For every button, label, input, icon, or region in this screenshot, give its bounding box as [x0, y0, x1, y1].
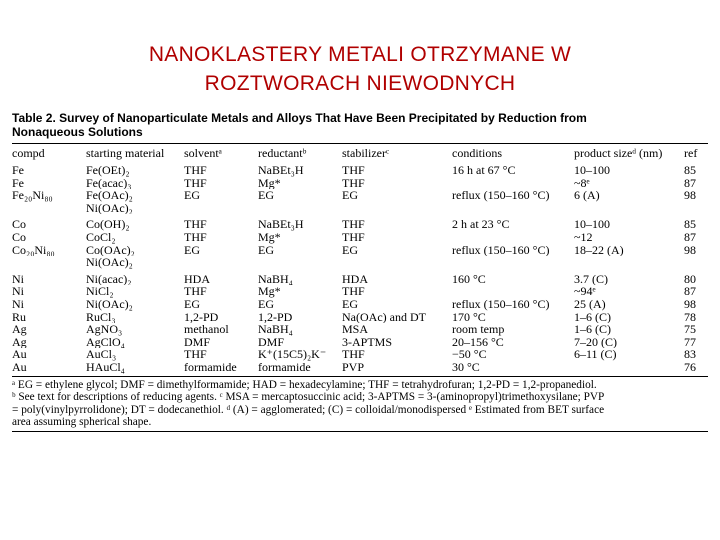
table-cell-reductant	[258, 256, 342, 269]
table-body	[12, 161, 708, 376]
table-cell-solvent: EG	[184, 189, 200, 202]
table-cell-stabilizer: THF	[342, 285, 365, 298]
table-header-row	[12, 144, 708, 161]
table-cell-ref: 78	[684, 310, 696, 324]
table-cell-reductant: NaBEt₃H	[258, 217, 304, 231]
table-cell-solvent	[184, 202, 258, 215]
table-cell-compd: Ni	[12, 271, 24, 286]
table-cell-solvent: EG	[184, 297, 200, 311]
table-cell-ref: 87	[684, 230, 696, 244]
table-cell-size: 25 (A)	[574, 297, 606, 311]
table-cell-start: CoCl₂	[86, 230, 116, 244]
table-cell-stabilizer: 3-APTMS	[342, 335, 393, 349]
table-cell-conditions	[452, 177, 574, 190]
table-row	[12, 256, 708, 269]
table-bottom-rule	[12, 431, 708, 432]
table-cell-size: 1–6 (C)	[574, 323, 611, 336]
table-cell-conditions	[452, 202, 574, 215]
table-caption-line-1: Table 2. Survey of Nanoparticulate Metals and Alloys That Have Been Precipitated by Reduction from	[12, 111, 587, 125]
slide-title-line-2: ROZTWORACH NIEWODNYCH	[204, 72, 516, 95]
table-cell-solvent: EG	[184, 243, 200, 257]
table-cell-ref: 77	[684, 335, 696, 349]
table-row	[12, 323, 708, 336]
table-cell-ref: 87	[684, 285, 696, 298]
table-cell-reductant: 1,2-PD	[258, 310, 293, 324]
table-cell-compd: Co₂₀Ni₈₀	[12, 243, 55, 257]
table-mid-rule	[12, 376, 708, 377]
table-cell-compd: Au	[12, 348, 27, 361]
table-row	[12, 298, 708, 311]
table-cell-start: Ni(acac)₂	[86, 271, 132, 286]
table-cell-ref: 98	[684, 243, 696, 257]
table-cell-conditions: reflux (150–160 °C)	[452, 297, 550, 311]
table-cell-reductant: formamide	[258, 360, 311, 374]
table-row	[12, 214, 708, 231]
table-cell-compd: Fe	[12, 163, 24, 177]
table-cell-solvent: formamide	[184, 360, 237, 374]
table-row	[12, 361, 708, 376]
column-header: product sizeᵈ (nm)	[574, 146, 663, 160]
table-cell-size: ~94ᵉ	[574, 285, 596, 298]
table-cell-conditions: room temp	[452, 323, 505, 336]
table-cell-reductant: EG	[258, 297, 274, 311]
table-cell-size: 1–6 (C)	[574, 310, 611, 324]
table-cell-stabilizer: THF	[342, 230, 365, 244]
footnote-c: = poly(vinylpyrrolidone); DT = dodecanethiol. ᵈ (A) = agglomerated; (C) = colloidal/monodispersed ᵉ Estimated from BET surface	[12, 403, 605, 416]
table-cell-reductant: NaBH₄	[258, 323, 293, 336]
footnote-a: ᵃ EG = ethylene glycol; DMF = dimethylformamide; HAD = hexadecylamine; THF = tetrahydrofuran; 1,2-PD = 1,2-propanediol.	[12, 378, 597, 391]
table-cell-stabilizer: THF	[342, 217, 365, 231]
table-cell-compd: Au	[12, 360, 27, 374]
table-cell-reductant: EG	[258, 189, 274, 202]
table-cell-compd: Ni	[12, 285, 24, 298]
table-cell-solvent: THF	[184, 230, 207, 244]
survey-table-block	[12, 111, 708, 432]
table-row	[12, 202, 708, 215]
column-header: conditions	[452, 146, 502, 160]
table-cell-ref: 83	[684, 348, 696, 361]
table-cell-stabilizer	[342, 256, 452, 269]
table-cell-conditions	[452, 285, 574, 298]
table-row	[12, 189, 708, 202]
table-cell-stabilizer: HDA	[342, 271, 368, 286]
table-cell-compd: Fe	[12, 176, 24, 190]
table-cell-conditions: 170 °C	[452, 310, 486, 324]
table-cell-compd: Fe₂₀Ni₈₀	[12, 189, 53, 202]
table-cell-start: Fe(OEt)₂	[86, 163, 130, 177]
table-cell-reductant: Mg*	[258, 285, 281, 298]
table-cell-stabilizer: THF	[342, 176, 365, 190]
table-cell-solvent	[184, 256, 258, 269]
table-cell-solvent: THF	[184, 176, 207, 190]
table-cell-solvent: THF	[184, 217, 207, 231]
table-cell-conditions: 20–156 °C	[452, 335, 504, 349]
table-cell-start: Co(OAc)₂	[86, 243, 135, 257]
table-cell-conditions: reflux (150–160 °C)	[452, 243, 550, 257]
table-cell-stabilizer: THF	[342, 348, 365, 361]
table-cell-conditions: reflux (150–160 °C)	[452, 189, 550, 202]
table-cell-stabilizer: EG	[342, 243, 358, 257]
table-cell-reductant: DMF	[258, 335, 285, 349]
table-cell-solvent: 1,2-PD	[184, 310, 219, 324]
table-row	[12, 285, 708, 298]
table-cell-ref: 98	[684, 189, 696, 202]
table-cell-reductant: NaBEt₃H	[258, 163, 304, 177]
table-cell-start: HAuCl₄	[86, 360, 125, 374]
table-row	[12, 231, 708, 244]
table-cell-stabilizer: EG	[342, 189, 358, 202]
slide-title-line-1: NANOKLASTERY METALI OTRZYMANE W	[148, 43, 572, 66]
table-cell-start: AuCl₃	[86, 348, 117, 361]
table-cell-reductant: NaBH₄	[258, 271, 293, 286]
table-cell-start: AgNO₃	[86, 323, 123, 336]
table-footnotes	[12, 379, 708, 431]
table-cell-stabilizer	[342, 202, 452, 215]
table-cell-start: Fe(acac)₃	[86, 176, 132, 190]
table-caption	[12, 111, 708, 139]
table-cell-solvent: HDA	[184, 271, 210, 286]
table-cell-start: Ni(OAc)₂	[86, 297, 133, 311]
table-cell-ref: 85	[684, 163, 696, 177]
table-cell-size: ~8ᵉ	[574, 176, 590, 190]
table-cell-start: AgClO₄	[86, 335, 125, 349]
table-cell-ref: 98	[684, 297, 696, 311]
column-header: stabilizerᶜ	[342, 146, 390, 160]
table-cell-compd	[12, 256, 86, 269]
table-cell-stabilizer: PVP	[342, 360, 365, 374]
table-cell-solvent: THF	[184, 348, 207, 361]
table-cell-compd: Ag	[12, 323, 27, 336]
table-cell-solvent: THF	[184, 285, 207, 298]
table-cell-conditions: 2 h at 23 °C	[452, 217, 510, 231]
table-cell-ref	[684, 202, 708, 215]
table-cell-size	[574, 361, 684, 376]
slide-title	[0, 40, 720, 98]
column-header: starting material	[86, 146, 165, 160]
table-cell-solvent: methanol	[184, 323, 229, 336]
table-row	[12, 336, 708, 349]
table-cell-solvent: THF	[184, 163, 207, 177]
survey-table	[12, 144, 708, 376]
table-cell-size: 6–11 (C)	[574, 348, 617, 361]
table-row	[12, 348, 708, 361]
table-cell-stabilizer: EG	[342, 297, 358, 311]
table-row	[12, 177, 708, 190]
table-row	[12, 161, 708, 177]
table-cell-compd	[12, 202, 86, 215]
table-cell-reductant: EG	[258, 243, 274, 257]
table-cell-stabilizer: MSA	[342, 323, 369, 336]
table-cell-ref: 75	[684, 323, 696, 336]
table-cell-compd: Ni	[12, 297, 24, 311]
table-cell-reductant: Mg*	[258, 176, 281, 190]
table-cell-start: Ni(OAc)₂	[86, 256, 133, 269]
table-cell-ref: 80	[684, 271, 696, 286]
table-row	[12, 269, 708, 286]
footnote-b: ᵇ See text for descriptions of reducing agents. ᶜ MSA = mercaptosuccinic acid; 3-APTMS = 3-(aminopropyl)trimethoxysilane; PVP	[12, 391, 605, 404]
table-cell-ref: 87	[684, 176, 696, 190]
table-cell-ref: 76	[684, 360, 696, 374]
table-cell-solvent: DMF	[184, 335, 211, 349]
table-row	[12, 311, 708, 324]
column-header: compd	[12, 146, 45, 160]
table-cell-compd: Co	[12, 230, 27, 244]
table-cell-start: Fe(OAc)₂	[86, 189, 133, 202]
table-cell-conditions: 30 °C	[452, 360, 480, 374]
table-cell-size: 7–20 (C)	[574, 335, 617, 349]
table-cell-reductant: Mg*	[258, 230, 281, 244]
table-cell-size	[574, 202, 684, 215]
table-cell-conditions: 160 °C	[452, 271, 486, 286]
table-row	[12, 244, 708, 257]
table-cell-start: Ni(OAc)₂	[86, 201, 133, 215]
table-cell-ref: 85	[684, 217, 696, 231]
column-header: ref	[684, 146, 698, 160]
table-cell-size: 10–100	[574, 163, 610, 177]
table-cell-size	[574, 256, 684, 269]
table-cell-start: RuCl₃	[86, 310, 116, 324]
table-cell-start: NiCl₂	[86, 285, 114, 298]
table-cell-size: 10–100	[574, 217, 610, 231]
column-header: solventᵃ	[184, 146, 222, 160]
table-cell-size: ~12	[574, 230, 593, 244]
table-cell-size: 18–22 (A)	[574, 243, 624, 257]
table-cell-stabilizer: Na(OAc) and DT	[342, 310, 426, 324]
column-header: reductantᵇ	[258, 146, 307, 160]
table-cell-start: Co(OH)₂	[86, 217, 130, 231]
table-cell-compd: Ag	[12, 335, 27, 349]
table-cell-ref	[684, 256, 708, 269]
table-cell-size: 6 (A)	[574, 189, 600, 202]
table-cell-conditions	[452, 256, 574, 269]
table-cell-reductant	[258, 202, 342, 215]
table-cell-reductant: K⁺(15C5)₂K⁻	[258, 348, 327, 361]
table-cell-conditions	[452, 231, 574, 244]
table-cell-size: 3.7 (C)	[574, 271, 608, 286]
footnote-d: area assuming spherical shape.	[12, 416, 152, 429]
table-caption-line-2: Nonaqueous Solutions	[12, 125, 143, 139]
table-cell-compd: Ru	[12, 310, 27, 324]
table-cell-compd: Co	[12, 217, 27, 231]
table-cell-conditions: 16 h at 67 °C	[452, 163, 516, 177]
table-cell-conditions: −50 °C	[452, 348, 487, 361]
table-cell-stabilizer: THF	[342, 163, 365, 177]
